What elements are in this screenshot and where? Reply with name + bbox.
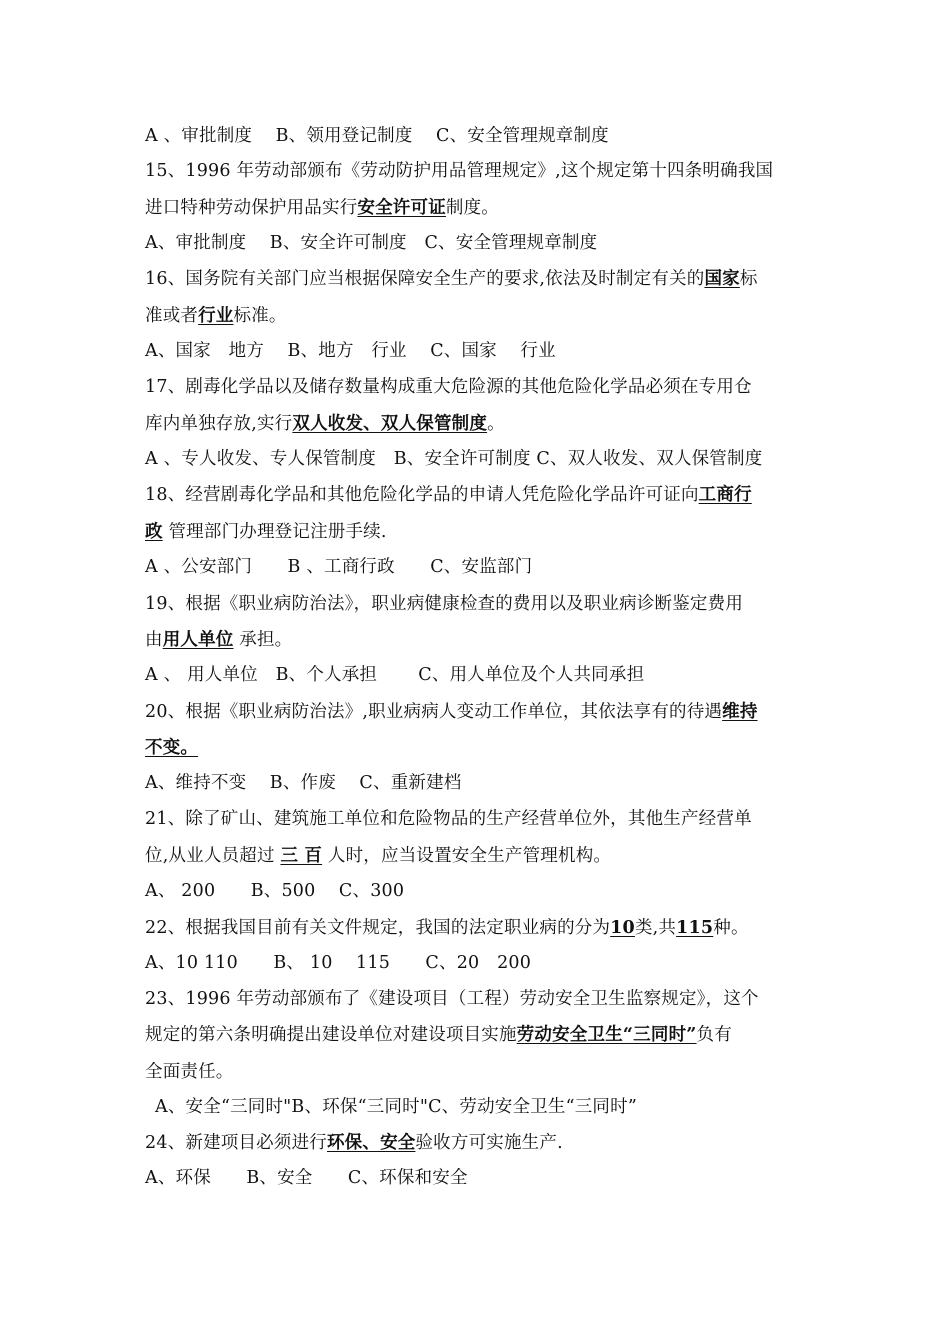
text-segment: A、维持不变 B、作废 C、重新建档: [145, 773, 462, 793]
text-segment: 23、1996 年劳动部颁布了《建设项目（工程）劳动安全卫生监察规定》，这个: [145, 989, 759, 1009]
text-segment: 。: [487, 414, 505, 434]
text-segment: 15、1996 年劳动部颁布《劳动防护用品管理规定》,这个规定第十四条明确我国: [145, 161, 774, 181]
answer-underlined: 劳动安全卫生“三同时”: [516, 1025, 697, 1045]
text-line: [145, 304, 815, 328]
text-segment: 全面责任。: [145, 1062, 234, 1082]
text-line: [145, 124, 815, 148]
text-segment: 类,共: [634, 918, 677, 938]
text-segment: 位,从业人员超过: [145, 846, 281, 866]
answer-underlined: 安全许可证: [357, 198, 446, 218]
answer-underlined: 行业: [198, 306, 234, 326]
answer-underlined: 115: [676, 918, 714, 938]
text-segment: A 、公安部门 B 、工商行政 C、安监部门: [145, 557, 533, 577]
text-segment: 人时，应当设置安全生产管理机构。: [322, 846, 612, 866]
text-line: [145, 375, 815, 399]
answer-underlined: 双人收发、双人保管制度: [292, 414, 488, 434]
text-line: [145, 592, 815, 616]
text-line: [145, 1131, 815, 1155]
text-line: [145, 339, 815, 363]
text-line: [145, 879, 815, 903]
text-line: [145, 412, 815, 436]
text-segment: 标: [739, 269, 758, 289]
text-line: [145, 807, 815, 831]
text-segment: A、10 110 B、 10 115 C、20 200: [145, 953, 532, 973]
text-segment: 17、剧毒化学品以及储存数量构成重大危险源的其他危险化学品必须在专用仓: [145, 377, 752, 397]
text-line: [155, 1095, 825, 1119]
text-segment: A、安全“三同时"B、环保“三同时"C、劳动安全卫生“三同时”: [155, 1097, 637, 1117]
text-segment: 19、根据《职业病防治法》，职业病健康检查的费用以及职业病诊断鉴定费用: [145, 594, 744, 614]
answer-underlined: 10: [610, 918, 635, 938]
answer-underlined: 三 百: [280, 846, 323, 866]
text-line: [145, 987, 815, 1011]
text-segment: 24、新建项目必须进行: [145, 1133, 327, 1153]
text-line: [145, 663, 815, 687]
text-segment: 16、国务院有关部门应当根据保障安全生产的要求,依法及时制定有关的: [145, 269, 705, 289]
text-line: [145, 736, 815, 760]
text-segment: 准或者: [145, 306, 199, 326]
text-segment: 负有: [696, 1025, 732, 1045]
text-segment: A 、审批制度 B、领用登记制度 C、安全管理规章制度: [145, 126, 609, 146]
text-segment: A 、 用人单位 B、个人承担 C、用人单位及个人共同承担: [145, 665, 645, 685]
text-line: [145, 951, 815, 975]
text-segment: A 、专人收发、专人保管制度 B、安全许可制度 C、双人收发、双人保管制度: [145, 449, 763, 469]
answer-underlined: 政: [145, 522, 163, 542]
text-line: [145, 447, 815, 471]
answer-underlined: 不变。: [145, 738, 199, 758]
text-line: [145, 159, 815, 183]
text-line: [145, 231, 815, 255]
text-segment: 管理部门办理登记注册手续.: [162, 522, 387, 542]
text-segment: 规定的第六条明确提出建设单位对建设项目实施: [145, 1025, 517, 1045]
text-line: [145, 520, 815, 544]
text-segment: 进口特种劳动保护用品实行: [145, 198, 358, 218]
text-segment: A、国家 地方 B、地方 行业 C、国家 行业: [145, 341, 556, 361]
answer-underlined: 工商行: [698, 485, 752, 505]
text-line: [145, 555, 815, 579]
answer-underlined: 环保、安全: [326, 1133, 416, 1153]
text-segment: 22、根据我国目前有关文件规定，我国的法定职业病的分为: [145, 918, 611, 938]
text-line: [145, 771, 815, 795]
text-line: [145, 267, 815, 291]
text-segment: 验收方可实施生产.: [415, 1133, 563, 1153]
text-segment: 种。: [713, 918, 749, 938]
answer-underlined: 维持: [722, 702, 758, 722]
answer-underlined: 国家: [704, 269, 740, 289]
text-segment: 制度。: [445, 198, 500, 218]
text-segment: 由: [145, 630, 163, 650]
text-line: [145, 483, 815, 507]
text-segment: 21、除了矿山、建筑施工单位和危险物品的生产经营单位外，其他生产经营单: [145, 809, 752, 829]
text-segment: 18、经营剧毒化学品和其他危险化学品的申请人凭危险化学品许可证向: [145, 485, 699, 505]
text-segment: A、 200 B、500 C、300: [145, 881, 405, 901]
text-segment: A、环保 B、安全 C、环保和安全: [145, 1168, 468, 1188]
text-line: [145, 628, 815, 652]
text-segment: 标准。: [233, 306, 287, 326]
text-segment: A、审批制度 B、安全许可制度 C、安全管理规章制度: [145, 233, 598, 253]
text-segment: 承担。: [233, 630, 293, 650]
text-line: [145, 1060, 815, 1084]
text-line: [145, 700, 815, 724]
text-segment: 20、根据《职业病防治法》,职业病病人变动工作单位，其依法享有的待遇: [145, 702, 723, 722]
answer-underlined: 用人单位: [162, 630, 234, 650]
text-line: [145, 916, 815, 940]
text-line: [145, 1166, 815, 1190]
text-segment: 库内单独存放,实行: [145, 414, 293, 434]
text-line: [145, 1023, 815, 1047]
text-line: [145, 196, 815, 220]
text-line: [145, 844, 815, 868]
